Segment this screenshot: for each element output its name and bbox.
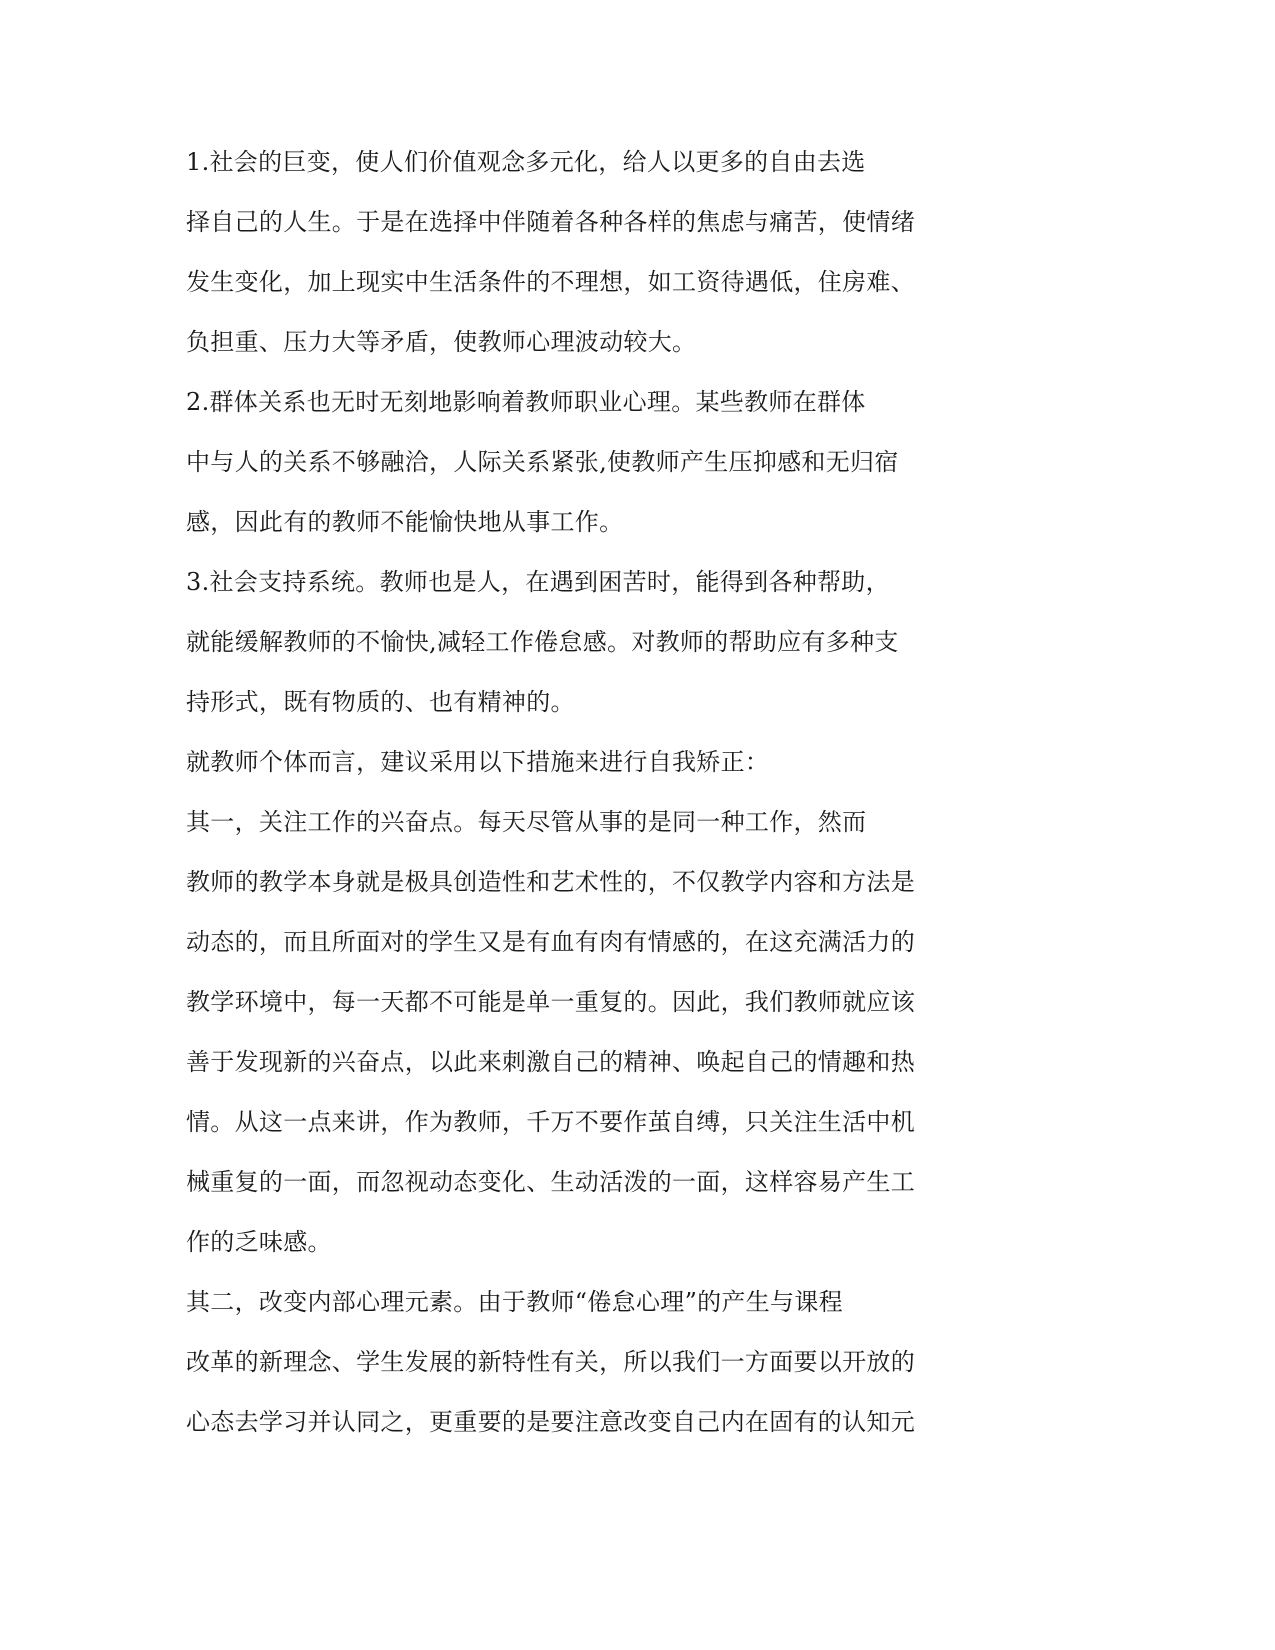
text-line: 改革的新理念、学生发展的新特性有关，所以我们一方面要以开放的 (186, 1348, 915, 1376)
text-line: 发生变化，加上现实中生活条件的不理想，如工资待遇低，住房难、 (186, 268, 915, 296)
text-line: 负担重、压力大等矛盾，使教师心理波动较大。 (186, 328, 697, 356)
text-line: 就能缓解教师的不愉快,减轻工作倦怠感。对教师的帮助应有多种支 (186, 628, 899, 656)
text-line: 中与人的关系不够融洽，人际关系紧张,使教师产生压抑感和无归宿 (186, 448, 899, 476)
text-line: 持形式，既有物质的、也有精神的。 (186, 688, 575, 716)
text-line: 其二，改变内部心理元素。由于教师“倦怠心理”的产生与课程 (186, 1288, 843, 1316)
text-line: 1.社会的巨变，使人们价值观念多元化，给人以更多的自由去选 (186, 148, 866, 176)
text-line: 其一，关注工作的兴奋点。每天尽管从事的是同一种工作，然而 (186, 808, 867, 836)
text-line: 就教师个体而言，建议采用以下措施来进行自我矫正： (186, 748, 770, 776)
text-line: 作的乏味感。 (186, 1228, 332, 1256)
text-line: 2.群体关系也无时无刻地影响着教师职业心理。某些教师在群体 (186, 388, 866, 416)
text-line: 情。从这一点来讲，作为教师，千万不要作茧自缚，只关注生活中机 (186, 1108, 915, 1136)
text-line: 心态去学习并认同之，更重要的是要注意改变自己内在固有的认知元 (186, 1408, 915, 1436)
text-line: 械重复的一面，而忽视动态变化、生动活泼的一面，这样容易产生工 (186, 1168, 915, 1196)
text-line: 择自己的人生。于是在选择中伴随着各种各样的焦虑与痛苦，使情绪 (186, 208, 915, 236)
text-line: 教学环境中，每一天都不可能是单一重复的。因此，我们教师就应该 (186, 988, 915, 1016)
text-line: 感，因此有的教师不能愉快地从事工作。 (186, 508, 624, 536)
text-line: 善于发现新的兴奋点，以此来刺激自己的精神、唤起自己的情趣和热 (186, 1048, 915, 1076)
text-line: 3.社会支持系统。教师也是人，在遇到困苦时，能得到各种帮助， (186, 568, 890, 596)
text-line: 教师的教学本身就是极具创造性和艺术性的，不仅教学内容和方法是 (186, 868, 915, 896)
text-line: 动态的，而且所面对的学生又是有血有肉有情感的，在这充满活力的 (186, 928, 915, 956)
